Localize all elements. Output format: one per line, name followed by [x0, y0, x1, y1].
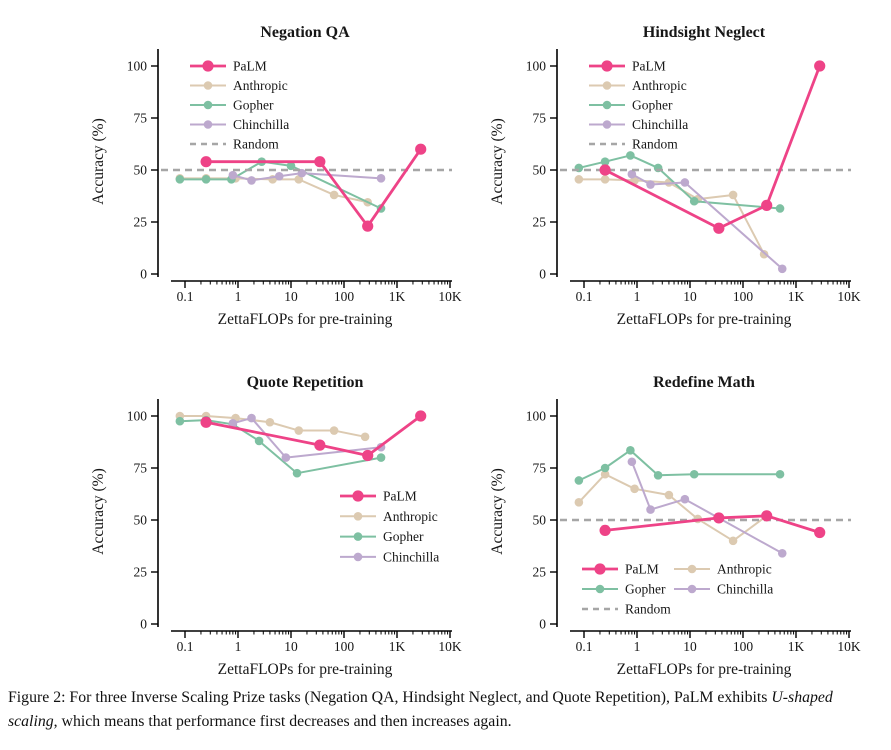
legend [340, 489, 439, 565]
legend-label: Chinchilla [383, 549, 440, 565]
y-tick-label: 100 [525, 408, 546, 424]
data-point-palm [362, 221, 373, 232]
data-point-chinchilla [282, 453, 291, 462]
y-axis-title: Accuracy (%) [90, 468, 107, 555]
data-point-palm [814, 527, 825, 538]
data-point-palm [599, 164, 610, 175]
data-point-gopher [690, 470, 699, 479]
chart-title: Redefine Math [653, 374, 755, 391]
data-point-anthropic [601, 175, 610, 184]
data-point-chinchilla [229, 171, 238, 180]
x-axis-title: ZettaFLOPs for pre-training [217, 661, 393, 678]
x-tick-label: 10 [284, 639, 298, 654]
legend [589, 59, 688, 152]
legend-marker [204, 120, 213, 129]
legend-marker [596, 585, 605, 594]
x-tick-label: 100 [732, 289, 754, 304]
data-point-anthropic [266, 418, 275, 427]
data-point-chinchilla [628, 457, 637, 466]
legend-entry-random [582, 602, 671, 617]
data-point-anthropic [361, 433, 370, 442]
data-point-chinchilla [275, 172, 284, 181]
legend-entry-anthropic [340, 509, 438, 524]
legend-marker [594, 563, 605, 574]
x-tick-label: 0.1 [176, 289, 194, 304]
x-tick-label: 10 [683, 639, 697, 654]
legend-label: Chinchilla [717, 581, 774, 597]
data-point-palm [814, 60, 825, 71]
data-point-palm [713, 223, 724, 234]
data-point-gopher [626, 151, 635, 160]
x-tick-label: 0.1 [575, 289, 593, 304]
y-tick-label: 0 [539, 266, 546, 282]
y-tick-label: 75 [133, 460, 147, 476]
data-point-gopher [776, 204, 785, 213]
legend-marker [202, 60, 213, 71]
y-tick-label: 100 [126, 408, 147, 424]
data-point-gopher [176, 417, 185, 426]
legend-label: PaLM [625, 561, 659, 577]
x-tick-label: 10K [438, 639, 462, 654]
data-point-anthropic [729, 537, 738, 546]
legend-entry-anthropic [674, 562, 772, 577]
data-point-gopher [654, 471, 663, 480]
data-point-chinchilla [646, 180, 655, 189]
x-axis-title: ZettaFLOPs for pre-training [616, 661, 792, 678]
y-tick-label: 75 [532, 460, 546, 476]
series-line-palm [605, 516, 820, 533]
x-tick-label: 0.1 [176, 639, 194, 654]
data-point-anthropic [294, 426, 303, 435]
legend-entry-chinchilla [674, 582, 773, 597]
legend-entry-gopher [582, 582, 666, 597]
data-point-gopher [293, 469, 302, 478]
legend-marker [688, 585, 697, 594]
y-tick-label: 50 [532, 162, 546, 178]
data-point-gopher [377, 453, 386, 462]
y-tick-label: 25 [133, 214, 147, 230]
legend-marker [688, 565, 697, 574]
legend-label: Anthropic [383, 508, 438, 524]
data-point-gopher [176, 175, 185, 184]
x-tick-label: 10K [438, 289, 462, 304]
data-point-gopher [690, 197, 699, 206]
y-tick-label: 75 [133, 110, 147, 126]
data-point-gopher [255, 437, 264, 446]
data-point-chinchilla [247, 176, 256, 185]
chart-panel-redefine-math [485, 366, 891, 711]
data-point-gopher [202, 175, 211, 184]
y-axis-title: Accuracy (%) [90, 118, 107, 205]
caption-prefix: Figure 2: For three Inverse Scaling Prize tasks (Negation QA, Hindsight Neglect, and Quote Repetition), PaLM exhibits [8, 689, 772, 706]
data-point-palm [314, 440, 325, 451]
legend [190, 59, 289, 152]
figure-caption [8, 686, 884, 735]
y-tick-label: 25 [532, 564, 546, 580]
data-point-chinchilla [778, 265, 787, 274]
data-point-palm [415, 410, 426, 421]
legend-entry-palm [340, 489, 417, 504]
legend-marker [352, 490, 363, 501]
caption-italic-phrase: U-shaped scaling [8, 689, 833, 731]
legend-label: Gopher [233, 97, 274, 113]
chart-title: Quote Repetition [246, 374, 364, 391]
x-axis-title: ZettaFLOPs for pre-training [217, 311, 393, 328]
data-point-anthropic [729, 191, 738, 200]
legend-marker [601, 60, 612, 71]
legend-entry-anthropic [190, 78, 288, 93]
legend-entry-palm [190, 59, 267, 74]
chart-panel-hindsight-neglect [485, 16, 891, 361]
x-tick-label: 1 [234, 639, 242, 654]
data-point-gopher [626, 446, 635, 455]
y-axis-title: Accuracy (%) [489, 468, 506, 555]
legend-label: Gopher [632, 97, 673, 113]
data-point-chinchilla [681, 178, 690, 187]
chart-panel-quote-repetition [40, 366, 485, 711]
legend-label: Random [625, 601, 671, 617]
legend-label: Anthropic [632, 78, 687, 93]
chart-quote-repetition [40, 366, 485, 711]
y-tick-label: 75 [532, 110, 546, 126]
chart-title: Hindsight Neglect [642, 24, 766, 41]
data-point-chinchilla [247, 414, 256, 423]
chart-hindsight-neglect [485, 16, 891, 361]
x-tick-label: 0.1 [575, 639, 593, 654]
legend-marker [603, 120, 612, 129]
x-tick-label: 100 [333, 639, 355, 654]
legend-label: Anthropic [717, 561, 772, 577]
y-axis-title: Accuracy (%) [489, 118, 506, 205]
y-tick-label: 25 [532, 214, 546, 230]
legend-marker [204, 81, 213, 90]
data-point-chinchilla [681, 495, 690, 504]
data-point-palm [761, 510, 772, 521]
x-tick-label: 1K [787, 289, 805, 304]
legend-entry-chinchilla [190, 117, 289, 132]
legend-entry-random [589, 137, 678, 152]
data-point-palm [713, 512, 724, 523]
x-tick-label: 1 [234, 289, 242, 304]
legend-marker [354, 512, 363, 521]
y-tick-label: 25 [133, 564, 147, 580]
x-tick-label: 100 [333, 289, 355, 304]
data-point-palm [314, 156, 325, 167]
legend-label: Gopher [383, 529, 424, 545]
x-tick-label: 1K [388, 289, 406, 304]
legend-label: Random [632, 136, 678, 152]
data-point-gopher [601, 464, 610, 473]
x-tick-label: 1K [787, 639, 805, 654]
data-point-palm [362, 450, 373, 461]
data-point-anthropic [330, 426, 339, 435]
data-point-anthropic [665, 491, 674, 500]
x-tick-label: 10K [837, 639, 861, 654]
data-point-anthropic [630, 485, 639, 494]
data-point-palm [200, 156, 211, 167]
data-point-palm [761, 200, 772, 211]
data-point-gopher [575, 476, 584, 485]
legend-label: Anthropic [233, 78, 288, 93]
data-point-palm [599, 525, 610, 536]
y-tick-label: 100 [525, 58, 546, 74]
x-tick-label: 1K [388, 639, 406, 654]
data-point-palm [200, 417, 211, 428]
chart-title: Negation QA [260, 24, 350, 41]
y-tick-label: 50 [133, 162, 147, 178]
x-tick-label: 1 [633, 289, 641, 304]
legend-entry-gopher [190, 98, 274, 113]
legend-marker [354, 553, 363, 562]
y-tick-label: 100 [126, 58, 147, 74]
chart-panel-negation-qa [40, 16, 485, 361]
legend-entry-random [190, 137, 279, 152]
x-tick-label: 10 [284, 289, 298, 304]
legend-entry-anthropic [589, 78, 687, 93]
series-line-palm [206, 149, 421, 226]
legend-marker [204, 101, 213, 110]
x-tick-label: 10 [683, 289, 697, 304]
legend-entry-chinchilla [589, 117, 688, 132]
data-point-anthropic [575, 498, 584, 507]
caption-suffix: , which means that performance first decreases and then increases again. [53, 713, 512, 731]
legend-marker [603, 101, 612, 110]
legend-label: PaLM [383, 488, 417, 504]
data-point-chinchilla [377, 174, 386, 183]
chart-redefine-math [485, 366, 891, 711]
legend-entry-gopher [589, 98, 673, 113]
legend [582, 562, 773, 617]
y-tick-label: 0 [539, 616, 546, 632]
x-tick-label: 100 [732, 639, 754, 654]
y-tick-label: 0 [140, 616, 147, 632]
legend-entry-gopher [340, 529, 424, 544]
x-axis-title: ZettaFLOPs for pre-training [616, 311, 792, 328]
chart-negation-qa [40, 16, 485, 361]
y-tick-label: 50 [133, 512, 147, 528]
data-point-chinchilla [646, 505, 655, 514]
legend-entry-palm [589, 59, 666, 74]
series-line-gopher [180, 420, 381, 473]
legend-label: PaLM [233, 58, 267, 74]
data-point-anthropic [330, 191, 339, 200]
y-tick-label: 0 [140, 266, 147, 282]
x-tick-label: 1 [633, 639, 641, 654]
legend-entry-chinchilla [340, 549, 439, 564]
legend-label: PaLM [632, 58, 666, 74]
legend-label: Chinchilla [233, 117, 290, 132]
data-point-chinchilla [778, 549, 787, 558]
series-line-anthropic [579, 179, 764, 254]
legend-label: Random [233, 136, 279, 152]
data-point-anthropic [575, 175, 584, 184]
legend-entry-palm [582, 562, 659, 577]
legend-label: Gopher [625, 581, 666, 597]
x-tick-label: 10K [837, 289, 861, 304]
data-point-palm [415, 144, 426, 155]
legend-marker [603, 81, 612, 90]
legend-label: Chinchilla [632, 117, 689, 132]
y-tick-label: 50 [532, 512, 546, 528]
legend-marker [354, 532, 363, 541]
data-point-gopher [776, 470, 785, 479]
